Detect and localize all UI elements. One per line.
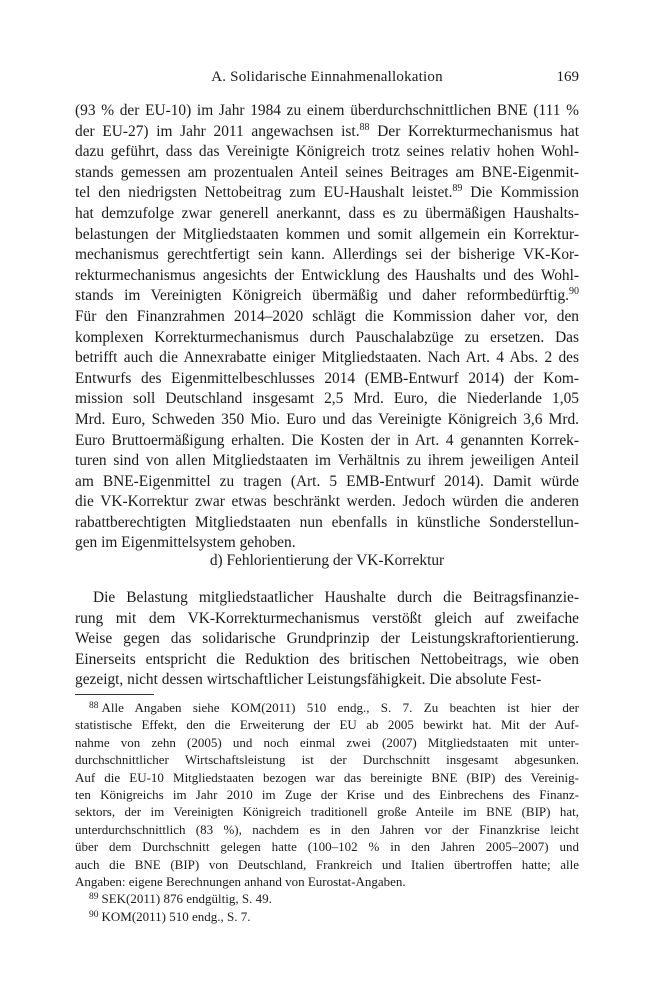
text-line	[75, 307, 579, 328]
line-text: betrifft auch die Annexrabatte einiger Mitgliedstaaten. Nach Art. 4 Abs. 2 des	[75, 349, 579, 367]
footnotes	[75, 699, 579, 925]
running-head	[75, 69, 579, 91]
line-text: der EU-27) im Jahr 2011 angewachsen ist.	[75, 122, 360, 140]
footnote-reference[interactable]: 88	[359, 121, 370, 133]
section-heading: d) Fehlorientierung der VK-Korrektur	[209, 552, 445, 569]
text-line	[75, 183, 579, 204]
line-text: stands gemessen am prozentualen Anteil seines Beitrages am BNE-Eigenmit-	[75, 163, 579, 181]
text-line	[75, 629, 579, 650]
line-text: rekturmechanismus angesichts der Entwicklung des Haushalts und des Wohl-	[75, 266, 579, 284]
text-line	[75, 122, 579, 143]
text-line	[75, 348, 579, 369]
line-text: turen sind von allen Mitgliedstaaten im Verhältnis zu ihrem jeweiligen Anteil	[75, 452, 579, 470]
footnote-line	[75, 821, 579, 838]
footnote-text: Auf die EU-10 Mitgliedstaaten bezogen war das bereinigte BNE (BIP) des Vereinig-	[75, 769, 579, 785]
page-number: 169	[556, 69, 579, 85]
footnote-line	[75, 908, 579, 925]
text-line	[75, 163, 579, 184]
text-line	[75, 492, 579, 513]
text-line	[75, 431, 579, 452]
line-text: Euro Bruttoermäßigung erhalten. Die Kosten der in Art. 4 genannten Korrek-	[75, 431, 579, 449]
line-text: Für den Finanzrahmen 2014–2020 schlägt die Kommission daher vor, den	[75, 307, 579, 325]
footnote-89	[75, 890, 579, 907]
footnote-text: sektors, der im Vereinigten Königreich traditionell große Anteile im BNE (BIP) hat,	[75, 804, 579, 820]
text-line	[75, 513, 579, 534]
text-line	[75, 225, 579, 246]
text-line	[75, 410, 579, 431]
footnote-separator	[75, 694, 154, 695]
line-text: Weise gegen das solidarische Grundprinzip der Leistungskraftorientierung.	[75, 630, 579, 648]
footnote-line	[75, 873, 579, 890]
text-line	[75, 328, 579, 349]
footnote-text: Angaben: eigene Berechnungen anhand von Eurostat-Angaben.	[75, 873, 406, 889]
line-text: stands im Vereinigten Königreich übermäßig und daher reformbedürftig.	[75, 287, 569, 305]
footnote-reference[interactable]: 90	[569, 286, 579, 298]
line-text: am BNE-Eigenmittel zu tragen (Art. 5 EMB-Entwurf 2014). Damit würde	[75, 472, 579, 490]
line-text: Mrd. Euro, Schweden 350 Mio. Euro und das Vereinigte Königreich 3,6 Mrd.	[75, 410, 579, 428]
running-head-title: A. Solidarische Einnahmenallokation	[211, 69, 443, 85]
footnote-text: über dem Durchschnitt gelegen hatte (100–102 % in den Jahren 2005–2007) und	[75, 839, 579, 855]
line-text: Entwurfs des Eigenmittelbeschlusses 2014 (EMB-Entwurf 2014) der Kom-	[75, 369, 579, 387]
footnote-line	[75, 890, 579, 907]
text-line	[75, 650, 579, 671]
line-text-after: Der Korrekturmechanismus hat	[369, 122, 579, 140]
footnote-line	[75, 786, 579, 803]
footnote-line	[75, 769, 579, 786]
body-paragraph-1	[75, 101, 579, 554]
footnote-number: 88	[89, 701, 99, 711]
line-text: belastungen der Mitgliedstaaten kommen und somit allgemein ein Korrektur-	[75, 225, 579, 243]
line-text: gen im Eigenmittelsystem gehoben.	[75, 534, 296, 552]
footnote-line	[75, 751, 579, 768]
text-line	[75, 451, 579, 472]
footnote-text: unterdurchschnittlich (83 %), nachdem es in den Jahren vor der Finanzkrise leicht	[75, 821, 579, 837]
footnote-number: 89	[89, 892, 99, 903]
footnote-line	[75, 856, 579, 873]
footnote-text: auch die BNE (BIP) von Deutschland, Frankreich und Italien übertroffen hatte; alle	[75, 856, 579, 872]
footnote-text: statistische Effekt, den die Erweiterung der EU ab 2005 bewirkt hat. Mit der Auf-	[75, 717, 579, 733]
line-text: rung mit dem VK-Korrekturmechanismus verstößt gleich auf zweifache	[75, 609, 579, 627]
line-text: mission soll Deutschland insgesamt 2,5 Mrd. Euro, die Niederlande 1,05	[75, 390, 579, 408]
text-line	[75, 286, 579, 307]
line-text: rabattberechtigten Mitgliedstaaten nun ebenfalls in künstliche Sonderstellun-	[75, 513, 579, 531]
body-paragraph-2	[75, 588, 579, 691]
line-text: tel den niedrigsten Nettobeitrag zum EU-Haushalt leistet.	[75, 184, 453, 202]
footnote-text: Alle Angaben siehe KOM(2011) 510 endg., S. 7. Zu beachten ist hier der	[101, 700, 579, 715]
text-line	[75, 142, 579, 163]
text-line	[75, 245, 579, 266]
footnote-text: SEK(2011) 876 endgültig, S. 49.	[101, 891, 272, 907]
footnote-90	[75, 908, 579, 925]
text-line	[75, 389, 579, 410]
text-line	[75, 670, 579, 691]
line-text: (93 % der EU-10) im Jahr 1984 zu einem überdurchschnittlichen BNE (111 %	[75, 102, 579, 119]
text-line	[75, 472, 579, 493]
text-line	[75, 204, 579, 225]
footnote-number: 90	[89, 909, 99, 920]
footnote-reference[interactable]: 89	[452, 183, 463, 195]
line-text: dazu geführt, dass das Vereinigte Königreich trotz seines relativ hohen Wohl-	[75, 143, 579, 161]
line-text: komplexen Korrekturmechanismus durch Pauschalabzüge zu ersetzen. Das	[75, 328, 579, 346]
footnote-text: durchschnittlicher Wirtschaftsleistung ist der Durchschnitt insgesamt abgesunken.	[75, 752, 579, 768]
text-line	[75, 266, 579, 287]
footnote-line	[75, 803, 579, 820]
line-text: Einerseits entspricht die Reduktion des britischen Nettobeitrags, wie oben	[75, 650, 579, 668]
text-line	[75, 588, 579, 609]
text-line	[75, 101, 579, 122]
text-line	[75, 609, 579, 630]
footnote-line	[75, 838, 579, 855]
footnote-text: nahme von zehn (2005) und noch einmal zwei (2007) Mitgliedstaaten mit unter-	[75, 734, 579, 750]
text-line	[75, 369, 579, 390]
text-line	[75, 533, 579, 554]
footnote-text: KOM(2011) 510 endg., S. 7.	[101, 908, 251, 924]
line-text: die VK-Korrektur zwar etwas beschränkt werden. Jedoch würden die anderen	[75, 493, 579, 511]
line-text: mechanismus gerechtfertigt sein kann. Allerdings sei der bisherige VK-Kor-	[75, 246, 579, 264]
line-text: Die Belastung mitgliedstaatlicher Haushalte durch die Beitragsfinanzie-	[93, 589, 579, 606]
footnote-88	[75, 699, 579, 890]
line-text: gezeigt, nicht dessen wirtschaftlicher Leistungsfähigkeit. Die absolute Fest-	[75, 671, 542, 689]
footnote-line	[75, 716, 579, 733]
footnote-line	[75, 734, 579, 751]
footnote-line	[75, 699, 579, 716]
line-text: hat demzufolge zwar generell anerkannt, dass es zu übermäßigen Haushalts-	[75, 204, 579, 222]
footnote-text: ten Königreichs im Jahr 2010 im Zuge der Krise und des Einbrechens des Finanz-	[75, 786, 579, 802]
line-text-after: Die Kommission	[462, 184, 580, 202]
